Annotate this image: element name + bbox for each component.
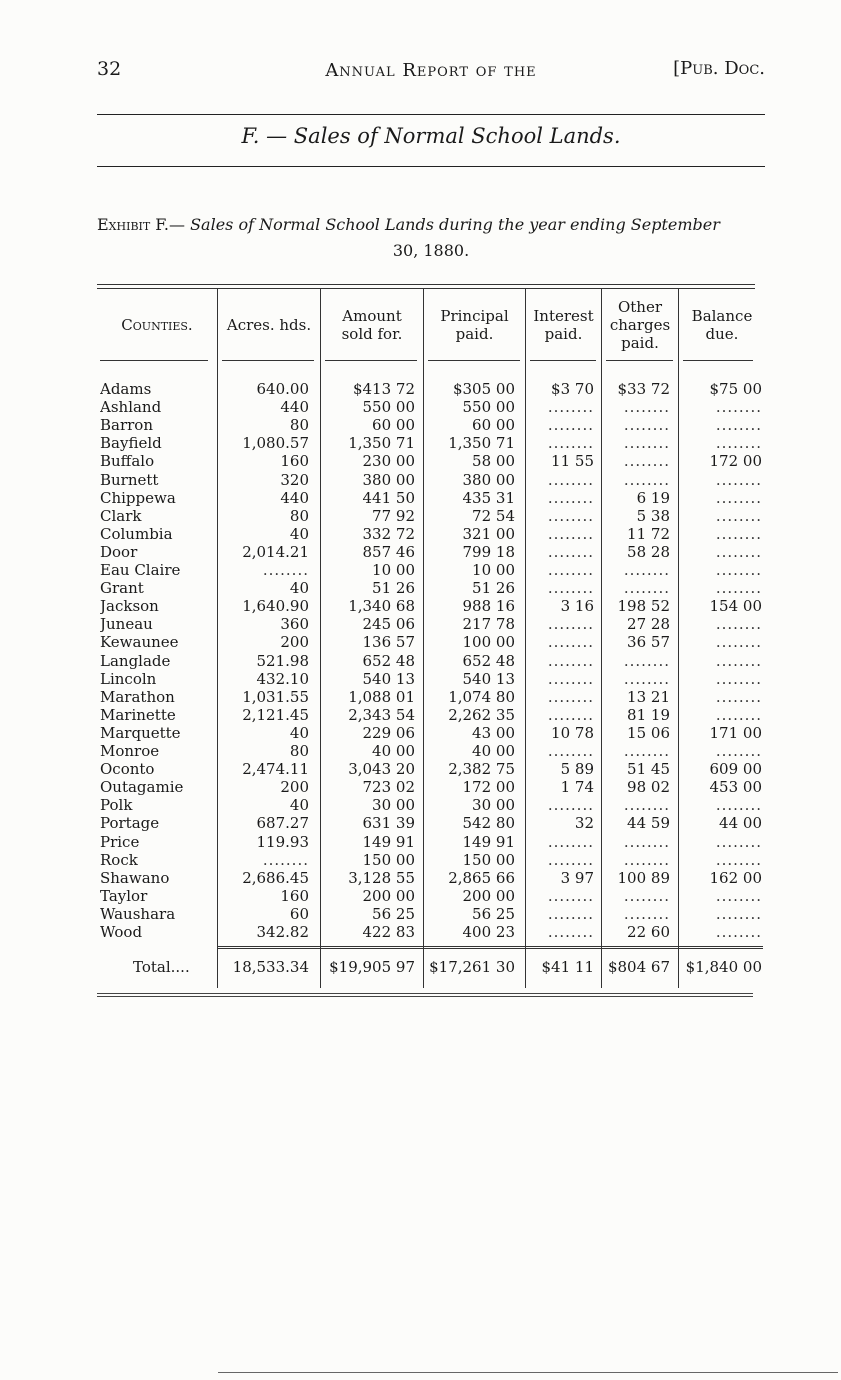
acres-cell: 60 — [289, 905, 309, 923]
acres-cell: 200 — [280, 778, 309, 796]
interest-cell-leader: ........ — [547, 525, 594, 543]
county-name: Taylor — [100, 887, 148, 905]
interest-cell-leader: ........ — [547, 923, 594, 941]
amount-cell: 1,088 01 — [348, 688, 415, 706]
table-row — [97, 905, 765, 923]
balance-cell: 171 00 — [709, 724, 762, 742]
county-name: Eau Claire — [100, 561, 181, 579]
table-row — [97, 814, 765, 832]
balance-cell-leader: ........ — [715, 670, 762, 688]
header-underline — [530, 360, 596, 361]
interest-cell: 1 74 — [560, 778, 594, 796]
principal-cell: 58 00 — [472, 452, 515, 470]
amount-cell: 332 72 — [362, 525, 415, 543]
acres-cell: 2,474.11 — [242, 760, 309, 778]
amount-cell: 1,340 68 — [348, 597, 415, 615]
page-header — [97, 58, 765, 86]
other-cell-leader: ........ — [623, 742, 670, 760]
county-name: Rock — [100, 851, 138, 869]
other-cell-leader: ........ — [623, 670, 670, 688]
acres-cell: 80 — [289, 507, 309, 525]
acres-cell: 440 — [280, 398, 309, 416]
other-cell: 15 06 — [627, 724, 670, 742]
principal-cell: 51 26 — [472, 579, 515, 597]
amount-cell: 150 00 — [362, 851, 415, 869]
balance-cell-leader: ........ — [715, 525, 762, 543]
principal-cell: 799 18 — [462, 543, 515, 561]
total-rule-2 — [217, 948, 763, 949]
table-row — [97, 452, 765, 470]
other-cell-leader: ........ — [623, 905, 670, 923]
acres-cell: 640.00 — [256, 380, 309, 398]
interest-cell-leader: ........ — [547, 652, 594, 670]
other-cell-leader: ........ — [623, 471, 670, 489]
acres-cell: 432.10 — [256, 670, 309, 688]
acres-cell: 342.82 — [256, 923, 309, 941]
acres-cell: 1,080.57 — [242, 434, 309, 452]
county-name: Marathon — [100, 688, 175, 706]
acres-cell: 1,640.90 — [242, 597, 309, 615]
county-name: Grant — [100, 579, 144, 597]
interest-cell-leader: ........ — [547, 706, 594, 724]
amount-cell: 3,128 55 — [348, 869, 415, 887]
other-cell: 44 59 — [627, 814, 670, 832]
table-row — [97, 742, 765, 760]
balance-cell-leader: ........ — [715, 688, 762, 706]
balance-cell: $75 00 — [709, 380, 762, 398]
amount-cell: 857 46 — [362, 543, 415, 561]
table-row — [97, 489, 765, 507]
interest-cell-leader: ........ — [547, 489, 594, 507]
table-row — [97, 923, 765, 941]
amount-cell: 40 00 — [372, 742, 415, 760]
amount-cell: 1,350 71 — [348, 434, 415, 452]
other-cell-leader: ........ — [623, 887, 670, 905]
amount-cell: 3,043 20 — [348, 760, 415, 778]
county-name: Kewaunee — [100, 633, 179, 651]
other-cell: 22 60 — [627, 923, 670, 941]
balance-cell-leader: ........ — [715, 561, 762, 579]
table-bottom-rule-2 — [97, 996, 753, 997]
balance-cell: 609 00 — [709, 760, 762, 778]
amount-cell: 136 57 — [362, 633, 415, 651]
total-acres: 18,533.34 — [232, 958, 309, 976]
table-row — [97, 670, 765, 688]
other-cell: 6 19 — [636, 489, 670, 507]
principal-cell: 150 00 — [462, 851, 515, 869]
other-cell: 198 52 — [617, 597, 670, 615]
acres-cell: 521.98 — [256, 652, 309, 670]
principal-cell: 2,382 75 — [448, 760, 515, 778]
interest-cell: 3 16 — [560, 597, 594, 615]
other-cell: 81 19 — [627, 706, 670, 724]
other-cell: 27 28 — [627, 615, 670, 633]
table-row — [97, 887, 765, 905]
table-top-rule-2 — [97, 288, 755, 289]
amount-cell: 77 92 — [372, 507, 415, 525]
table-row — [97, 579, 765, 597]
table-row — [97, 760, 765, 778]
principal-cell: 988 16 — [462, 597, 515, 615]
balance-cell-leader: ........ — [715, 796, 762, 814]
running-title: Annual Report of the — [325, 60, 537, 81]
interest-cell-leader: ........ — [547, 416, 594, 434]
table-row — [97, 398, 765, 416]
other-cell-leader: ........ — [623, 579, 670, 597]
balance-cell-leader: ........ — [715, 833, 762, 851]
county-name: Portage — [100, 814, 160, 832]
amount-cell: 10 00 — [372, 561, 415, 579]
principal-cell: $305 00 — [452, 380, 515, 398]
balance-cell-leader: ........ — [715, 923, 762, 941]
balance-cell: 154 00 — [709, 597, 762, 615]
total-other: $804 67 — [607, 958, 670, 976]
amount-cell: 200 00 — [362, 887, 415, 905]
principal-cell: 2,262 35 — [448, 706, 515, 724]
county-name: Columbia — [100, 525, 173, 543]
amount-cell: 245 06 — [362, 615, 415, 633]
acres-cell-leader: ........ — [262, 851, 309, 869]
principal-cell: 435 31 — [462, 489, 515, 507]
acres-cell: 687.27 — [256, 814, 309, 832]
balance-cell-leader: ........ — [715, 742, 762, 760]
county-name: Ashland — [100, 398, 162, 416]
acres-cell: 40 — [289, 525, 309, 543]
header-underline — [683, 360, 753, 361]
principal-cell: 10 00 — [472, 561, 515, 579]
interest-cell-leader: ........ — [547, 398, 594, 416]
balance-cell-leader: ........ — [715, 543, 762, 561]
table-top-rule — [97, 284, 755, 285]
interest-cell-leader: ........ — [547, 887, 594, 905]
balance-cell-leader: ........ — [715, 706, 762, 724]
other-cell: 36 57 — [627, 633, 670, 651]
interest-cell-leader: ........ — [547, 507, 594, 525]
county-name: Door — [100, 543, 138, 561]
acres-cell: 200 — [280, 633, 309, 651]
acres-cell: 40 — [289, 796, 309, 814]
interest-cell-leader: ........ — [547, 561, 594, 579]
county-name: Marquette — [100, 724, 181, 742]
interest-cell-leader: ........ — [547, 833, 594, 851]
county-name: Price — [100, 833, 140, 851]
table-row — [97, 380, 765, 398]
balance-cell-leader: ........ — [715, 652, 762, 670]
col-header-principal: Principal paid. — [440, 307, 509, 343]
balance-cell: 172 00 — [709, 452, 762, 470]
balance-cell-leader: ........ — [715, 416, 762, 434]
interest-cell-leader: ........ — [547, 543, 594, 561]
col-header-amount: Amount sold for. — [341, 307, 403, 343]
table-row — [97, 615, 765, 633]
acres-cell: 40 — [289, 579, 309, 597]
other-cell: 98 02 — [627, 778, 670, 796]
other-cell-leader: ........ — [623, 833, 670, 851]
acres-cell-leader: ........ — [262, 561, 309, 579]
acres-cell: 160 — [280, 887, 309, 905]
acres-cell: 80 — [289, 742, 309, 760]
interest-cell-leader: ........ — [547, 633, 594, 651]
balance-cell-leader: ........ — [715, 887, 762, 905]
amount-cell: 149 91 — [362, 833, 415, 851]
table-row — [97, 597, 765, 615]
county-name: Polk — [100, 796, 133, 814]
amount-cell: 230 00 — [362, 452, 415, 470]
other-cell-leader: ........ — [623, 434, 670, 452]
balance-cell: 453 00 — [709, 778, 762, 796]
exhibit-label: Exhibit F.— — [97, 215, 185, 234]
table-row — [97, 724, 765, 742]
total-label: Total.... — [133, 958, 190, 976]
interest-cell: 11 55 — [551, 452, 594, 470]
interest-cell-leader: ........ — [547, 434, 594, 452]
acres-cell: 2,014.21 — [242, 543, 309, 561]
other-cell-leader: ........ — [623, 416, 670, 434]
principal-cell: 1,074 80 — [448, 688, 515, 706]
amount-cell: 631 39 — [362, 814, 415, 832]
county-name: Jackson — [100, 597, 159, 615]
principal-cell: 72 54 — [472, 507, 515, 525]
county-name: Marinette — [100, 706, 176, 724]
header-underline — [222, 360, 314, 361]
principal-cell: 540 13 — [462, 670, 515, 688]
principal-cell: 43 00 — [472, 724, 515, 742]
principal-cell: 2,865 66 — [448, 869, 515, 887]
other-cell-leader: ........ — [623, 398, 670, 416]
interest-cell-leader: ........ — [547, 742, 594, 760]
table-row — [97, 833, 765, 851]
balance-cell-leader: ........ — [715, 579, 762, 597]
acres-cell: 1,031.55 — [242, 688, 309, 706]
balance-cell-leader: ........ — [715, 851, 762, 869]
balance-cell: 44 00 — [719, 814, 762, 832]
principal-cell: 652 48 — [462, 652, 515, 670]
table-row — [97, 688, 765, 706]
county-name: Langlade — [100, 652, 171, 670]
header-underline — [428, 360, 520, 361]
header-underline — [100, 360, 208, 361]
principal-cell: 200 00 — [462, 887, 515, 905]
interest-cell-leader: ........ — [547, 688, 594, 706]
other-cell: 100 89 — [617, 869, 670, 887]
principal-cell: 100 00 — [462, 633, 515, 651]
table-row — [97, 778, 765, 796]
interest-cell-leader: ........ — [547, 579, 594, 597]
acres-cell: 2,686.45 — [242, 869, 309, 887]
total-balance: $1,840 00 — [685, 958, 762, 976]
county-name: Lincoln — [100, 670, 157, 688]
county-name: Buffalo — [100, 452, 155, 470]
acres-cell: 119.93 — [256, 833, 309, 851]
interest-cell-leader: ........ — [547, 796, 594, 814]
principal-cell: 56 25 — [472, 905, 515, 923]
table-row — [97, 561, 765, 579]
principal-cell: 550 00 — [462, 398, 515, 416]
exhibit-text: Sales of Normal School Lands during the year ending September — [190, 215, 720, 234]
page-bottom-rule — [218, 1372, 838, 1373]
amount-cell: 550 00 — [362, 398, 415, 416]
acres-cell: 440 — [280, 489, 309, 507]
section-title: F. — Sales of Normal School Lands. — [241, 124, 621, 148]
interest-cell-leader: ........ — [547, 905, 594, 923]
col-header-interest: Interest paid. — [533, 307, 594, 343]
other-cell-leader: ........ — [623, 561, 670, 579]
acres-cell: 320 — [280, 471, 309, 489]
table-row — [97, 416, 765, 434]
header-underline — [606, 360, 673, 361]
total-principal: $17,261 30 — [429, 958, 515, 976]
interest-cell-leader: ........ — [547, 615, 594, 633]
table-row — [97, 543, 765, 561]
amount-cell: 441 50 — [362, 489, 415, 507]
principal-cell: 1,350 71 — [448, 434, 515, 452]
section-rule — [97, 166, 765, 167]
table-row — [97, 652, 765, 670]
interest-cell: 5 89 — [560, 760, 594, 778]
table-row — [97, 507, 765, 525]
table-bottom-rule — [97, 993, 753, 994]
table-row — [97, 796, 765, 814]
table-row — [97, 706, 765, 724]
header-underline — [325, 360, 417, 361]
principal-cell: 172 00 — [462, 778, 515, 796]
balance-cell-leader: ........ — [715, 489, 762, 507]
amount-cell: 723 02 — [362, 778, 415, 796]
header-rule — [97, 114, 765, 115]
interest-cell: 10 78 — [551, 724, 594, 742]
interest-cell-leader: ........ — [547, 851, 594, 869]
total-amount: $19,905 97 — [329, 958, 415, 976]
col-header-counties: Counties. — [121, 316, 193, 334]
table-row — [97, 633, 765, 651]
other-cell-leader: ........ — [623, 452, 670, 470]
table-row — [97, 434, 765, 452]
amount-cell: 380 00 — [362, 471, 415, 489]
total-interest: $41 11 — [541, 958, 594, 976]
county-name: Waushara — [100, 905, 176, 923]
col-header-balance: Balance due. — [691, 307, 753, 343]
county-name: Clark — [100, 507, 142, 525]
amount-cell: 229 06 — [362, 724, 415, 742]
amount-cell: $413 72 — [352, 380, 415, 398]
acres-cell: 80 — [289, 416, 309, 434]
county-name: Barron — [100, 416, 153, 434]
interest-cell: 32 — [574, 814, 594, 832]
principal-cell: 60 00 — [472, 416, 515, 434]
acres-cell: 360 — [280, 615, 309, 633]
principal-cell: 380 00 — [462, 471, 515, 489]
principal-cell: 400 23 — [462, 923, 515, 941]
county-name: Oconto — [100, 760, 155, 778]
table-row — [97, 525, 765, 543]
principal-cell: 542 80 — [462, 814, 515, 832]
county-name: Outagamie — [100, 778, 184, 796]
acres-cell: 40 — [289, 724, 309, 742]
col-header-other: Other charges paid. — [609, 298, 671, 352]
balance-cell-leader: ........ — [715, 507, 762, 525]
other-cell: $33 72 — [617, 380, 670, 398]
doc-label: [Pub. Doc. — [673, 58, 765, 79]
principal-cell: 217 78 — [462, 615, 515, 633]
total-row — [97, 958, 765, 976]
col-header-acres: Acres. hds. — [226, 316, 312, 334]
other-cell-leader: ........ — [623, 851, 670, 869]
balance-cell-leader: ........ — [715, 434, 762, 452]
other-cell: 11 72 — [627, 525, 670, 543]
county-name: Monroe — [100, 742, 160, 760]
amount-cell: 2,343 54 — [348, 706, 415, 724]
balance-cell-leader: ........ — [715, 633, 762, 651]
table-row — [97, 869, 765, 887]
interest-cell: 3 97 — [560, 869, 594, 887]
table-row — [97, 471, 765, 489]
other-cell: 13 21 — [627, 688, 670, 706]
principal-cell: 40 00 — [472, 742, 515, 760]
balance-cell: 162 00 — [709, 869, 762, 887]
amount-cell: 540 13 — [362, 670, 415, 688]
amount-cell: 652 48 — [362, 652, 415, 670]
table-row — [97, 851, 765, 869]
balance-cell-leader: ........ — [715, 471, 762, 489]
principal-cell: 149 91 — [462, 833, 515, 851]
amount-cell: 51 26 — [372, 579, 415, 597]
acres-cell: 160 — [280, 452, 309, 470]
amount-cell: 422 83 — [362, 923, 415, 941]
balance-cell-leader: ........ — [715, 398, 762, 416]
balance-cell-leader: ........ — [715, 615, 762, 633]
principal-cell: 30 00 — [472, 796, 515, 814]
interest-cell-leader: ........ — [547, 670, 594, 688]
amount-cell: 30 00 — [372, 796, 415, 814]
other-cell: 51 45 — [627, 760, 670, 778]
county-name: Burnett — [100, 471, 159, 489]
county-name: Juneau — [100, 615, 153, 633]
total-rule — [217, 946, 763, 947]
county-name: Wood — [100, 923, 143, 941]
page-number: 32 — [97, 58, 122, 80]
principal-cell: 321 00 — [462, 525, 515, 543]
interest-cell-leader: ........ — [547, 471, 594, 489]
other-cell-leader: ........ — [623, 796, 670, 814]
county-name: Chippewa — [100, 489, 176, 507]
county-name: Shawano — [100, 869, 170, 887]
other-cell-leader: ........ — [623, 652, 670, 670]
other-cell: 58 28 — [627, 543, 670, 561]
amount-cell: 60 00 — [372, 416, 415, 434]
acres-cell: 2,121.45 — [242, 706, 309, 724]
county-name: Bayfield — [100, 434, 162, 452]
exhibit-caption — [97, 212, 765, 264]
exhibit-date: 30, 1880. — [392, 241, 470, 260]
other-cell: 5 38 — [636, 507, 670, 525]
interest-cell: $3 70 — [551, 380, 594, 398]
balance-cell-leader: ........ — [715, 905, 762, 923]
county-name: Adams — [100, 380, 152, 398]
amount-cell: 56 25 — [372, 905, 415, 923]
